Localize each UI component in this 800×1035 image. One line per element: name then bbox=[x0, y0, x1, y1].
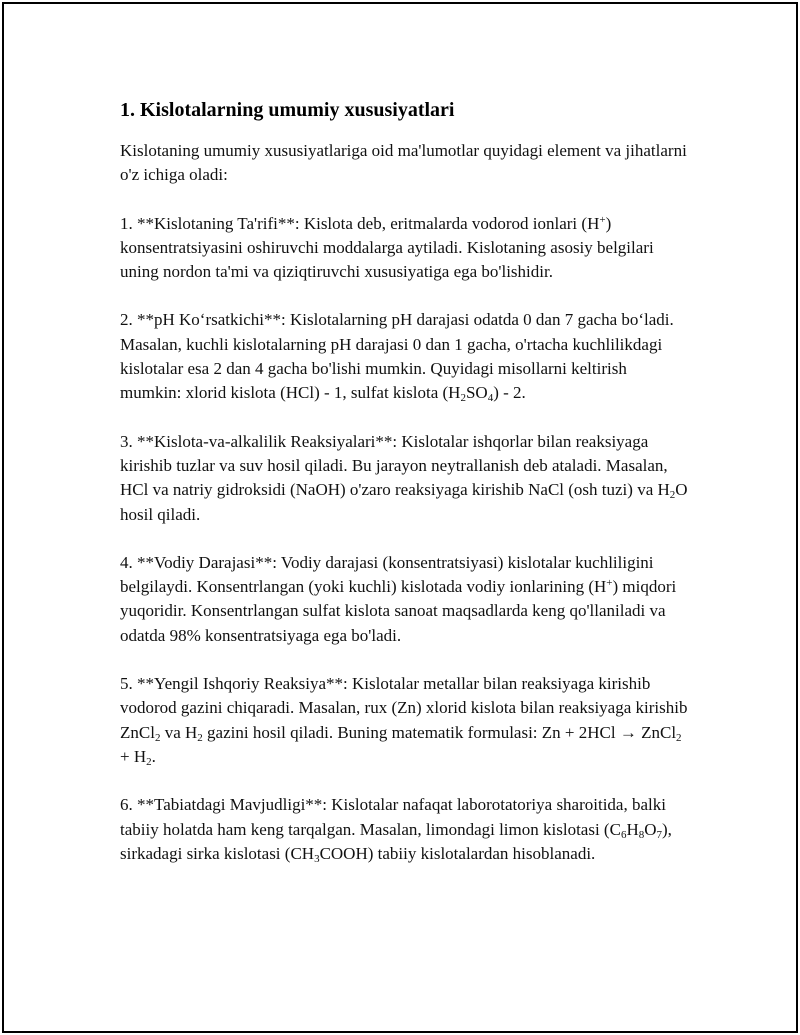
subscript: 2 bbox=[669, 489, 676, 502]
text-run: 1. **Kislotaning Ta'rifi**: Kislota deb, eritmalarda vodorod ionlari (H bbox=[120, 213, 600, 233]
text-run: ), sirkadagi sirka kislotasi (CH bbox=[120, 819, 672, 863]
superscript: + bbox=[606, 577, 613, 590]
subscript: 2 bbox=[460, 392, 466, 405]
paragraph-1 bbox=[120, 212, 692, 285]
text-run: 4. **Vodiy Darajasi**: Vodiy darajasi (konsentratsiyasi) kislotalar kuchliligini belgilaydi. Konsentrlangan (yoki kuchli) kislotada vodiy ionlarining (H bbox=[120, 552, 654, 597]
paragraph-6 bbox=[120, 793, 692, 866]
intro-paragraph: Kislotaning umumiy xususiyatlariga oid ma'lumotlar quyidagi element va jihatlarni o'z ichiga oladi: bbox=[120, 141, 687, 185]
document-page bbox=[2, 2, 798, 1033]
text-run: COOH) tabiiy kislotalardan hisoblanadi. bbox=[319, 843, 596, 863]
paragraph-4 bbox=[120, 551, 692, 648]
text-run: O hosil qiladi. bbox=[120, 480, 688, 524]
subscript: 2 bbox=[146, 755, 152, 768]
text-run: ) miqdori yuqoridir. Konsentrlangan sulfat kislota sanoat maqsadlarda keng qo'llaniladi va odatda 98% konsentratsiyaga ega bo'ladi. bbox=[120, 577, 677, 645]
superscript: + bbox=[599, 213, 606, 226]
text-run: . bbox=[151, 746, 156, 766]
paragraph-5 bbox=[120, 672, 692, 769]
subscript: 7 bbox=[656, 828, 662, 841]
text-run: 5. **Yengil Ishqoriy Reaksiya**: Kislotalar metallar bilan reaksiyaga kirishib vodorod gazini chiqaradi. Masalan, rux (Zn) xlorid kislota bilan reaksiyaga kirishib ZnCl bbox=[120, 674, 688, 742]
text-run: ) - 2. bbox=[493, 383, 526, 403]
text-run: 3. **Kislota-va-alkalilik Reaksiyalari**: Kislotalar ishqorlar bilan reaksiyaga kirishib tuzlar va suv hosil qiladi. Bu jarayon neytrallanish deb ataladi. Masalan, HCl va natriy gidroksidi (NaOH) o'zaro reaksiyaga kirishib NaCl (osh tuzi) va H bbox=[120, 431, 670, 500]
document-content bbox=[120, 97, 692, 890]
text-run: SO bbox=[465, 383, 488, 403]
paragraph-2 bbox=[120, 308, 692, 405]
section-heading: 1. Kislotalarning umumiy xususiyatlari bbox=[120, 99, 455, 121]
text-run: ) konsentratsiyasini oshiruvchi moddalarga aytiladi. Kislotaning asosiy belgilari uning nordon ta'mi va qiziqtiruvchi xususiyatiga ega bo'lishidir. bbox=[120, 213, 654, 282]
text-run: H bbox=[626, 819, 639, 839]
subscript: 2 bbox=[154, 731, 161, 744]
text-run: va H bbox=[160, 722, 198, 742]
subscript: 8 bbox=[638, 828, 645, 841]
subscript: 4 bbox=[487, 392, 494, 405]
text-run: 2. **pH Ko‘rsatkichi**: Kislotalarning pH darajasi odatda 0 dan 7 gacha bo‘ladi. Masalan, kuchli kislotalarning pH darajasi 0 dan 1 gacha, o'rtacha kuchlilikdagi kislotalar esa 2 dan 4 gacha bo'lishi mumkin. Quyidagi misollarni keltirish mumkin: xlorid kislota (HCl) - 1, sulfat kislota (H bbox=[120, 310, 674, 403]
text-run: O bbox=[644, 819, 657, 839]
subscript: 2 bbox=[197, 731, 203, 744]
text-run: 6. **Tabiatdagi Mavjudligi**: Kislotalar nafaqat laborotatoriya sharoitida, balki tabiiy holatda ham keng tarqalgan. Masalan, limondagi limon kislotasi (C bbox=[120, 795, 666, 839]
paragraph-3 bbox=[120, 430, 692, 527]
subscript: 3 bbox=[314, 852, 320, 865]
text-run: + H bbox=[120, 746, 147, 766]
text-run: gazini hosil qiladi. Buning matematik formulasi: Zn + 2HCl → ZnCl bbox=[202, 722, 677, 742]
subscript: 2 bbox=[676, 731, 682, 744]
subscript: 6 bbox=[620, 828, 627, 841]
